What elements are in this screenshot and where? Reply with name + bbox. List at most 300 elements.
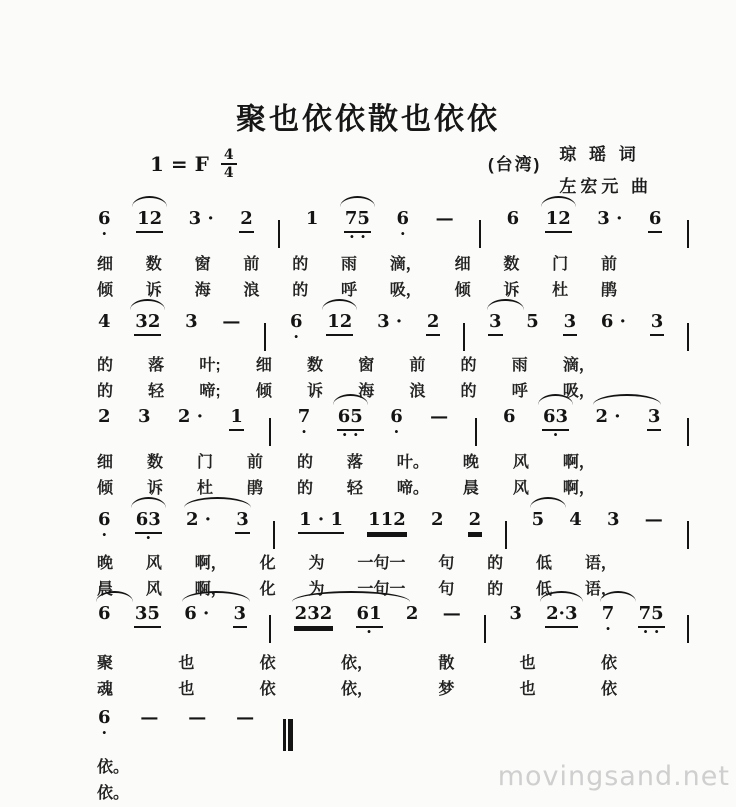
note-digits: 112 bbox=[367, 509, 407, 534]
note-token bbox=[506, 208, 521, 230]
slur-arc bbox=[593, 394, 661, 405]
slur-arc bbox=[487, 299, 523, 310]
lyrics-row-1 bbox=[97, 551, 617, 577]
note-token bbox=[97, 603, 112, 625]
note-token bbox=[344, 208, 371, 246]
lyric-syllable: 风 bbox=[145, 555, 162, 572]
lyric-syllable: 雨 bbox=[511, 357, 528, 374]
lyric-syllable: 依。 bbox=[97, 759, 130, 776]
note-digits: — bbox=[236, 707, 255, 728]
note-digits: 12 bbox=[545, 208, 572, 233]
note-token bbox=[468, 509, 483, 534]
note-digits: 2 bbox=[98, 406, 111, 427]
note-digits: 6 bbox=[506, 208, 520, 229]
slur-arc bbox=[600, 591, 636, 602]
lyric-syllable: 细 bbox=[454, 256, 471, 273]
lyric-syllable: 依。 bbox=[97, 785, 130, 802]
note-token bbox=[137, 406, 152, 428]
octave-dot-below: · bbox=[552, 425, 559, 444]
key-tonic: 1 = F bbox=[150, 152, 209, 176]
slur-arc bbox=[130, 299, 165, 310]
lyric-syllable: 化 bbox=[259, 581, 276, 598]
note-digits: 2 · bbox=[185, 509, 212, 530]
octave-dot-below: · bbox=[293, 327, 299, 346]
note-digits: 7 bbox=[297, 406, 311, 427]
lyric-syllable: 窗 bbox=[194, 256, 211, 273]
lyric-syllable: 的 bbox=[296, 480, 313, 497]
note-token bbox=[97, 406, 112, 428]
note-digits: — bbox=[430, 406, 449, 427]
lyric-syllable: 数 bbox=[146, 454, 163, 471]
lyric-syllable: 呼 bbox=[511, 383, 528, 400]
note-digits: 2 · bbox=[595, 406, 621, 427]
note-digits: 6 bbox=[289, 311, 303, 332]
note-token bbox=[405, 603, 420, 625]
note-digits: — bbox=[644, 509, 663, 530]
note-token bbox=[97, 509, 112, 544]
slur-arc bbox=[530, 497, 566, 508]
lyric-syllable: 落 bbox=[148, 357, 165, 374]
octave-dot-below: · bbox=[101, 525, 108, 544]
lyric-syllable: 杜 bbox=[552, 282, 569, 299]
lyric-syllable: 也 bbox=[178, 655, 195, 672]
lyric-syllable: 晨 bbox=[97, 581, 114, 598]
note-token bbox=[337, 406, 364, 444]
dash-note bbox=[644, 509, 664, 531]
lyric-syllable: 鹃 bbox=[600, 282, 617, 299]
lyrics-row-2 bbox=[97, 781, 137, 807]
lyric-syllable: 海 bbox=[194, 282, 211, 299]
barline bbox=[479, 220, 481, 248]
lyric-syllable: 轻 bbox=[346, 480, 363, 497]
lyric-syllable: 晚 bbox=[462, 454, 479, 471]
note-token bbox=[229, 406, 244, 431]
note-digits: 2 bbox=[426, 311, 441, 336]
note-token bbox=[563, 311, 578, 336]
note-digits: 3 · bbox=[377, 311, 403, 332]
lyric-syllable: 鹃 bbox=[246, 480, 263, 497]
lyric-syllable: 晨 bbox=[462, 480, 479, 497]
lyrics-row-1 bbox=[97, 252, 617, 278]
lyric-syllable: 落 bbox=[346, 454, 363, 471]
note-digits: 6 bbox=[396, 208, 410, 229]
credit-lines bbox=[559, 140, 652, 197]
note-digits: 4 bbox=[569, 509, 582, 530]
lyric-syllable: 梦 bbox=[438, 681, 455, 698]
note-token bbox=[297, 406, 312, 441]
lyric-syllable: 滴， bbox=[389, 256, 422, 273]
lyric-syllable: 也 bbox=[519, 681, 536, 698]
music-system-1 bbox=[97, 196, 689, 304]
note-token bbox=[97, 311, 112, 333]
note-digits: 3 bbox=[488, 311, 503, 336]
lyric-syllable: 啼; bbox=[199, 383, 221, 400]
lyric-syllable: 细 bbox=[97, 454, 114, 471]
lyric-syllable: 依， bbox=[340, 681, 373, 698]
time-signature-denominator: 4 bbox=[223, 165, 234, 181]
note-token bbox=[298, 509, 344, 534]
note-digits: 3 bbox=[563, 311, 578, 336]
lyric-syllable: 倾 bbox=[454, 282, 471, 299]
lyric-syllable: 魂 bbox=[97, 681, 114, 698]
lyric-syllable: 吸， bbox=[389, 282, 422, 299]
dash-note bbox=[442, 603, 462, 625]
note-token bbox=[235, 509, 250, 534]
lyric-syllable: 数 bbox=[503, 256, 520, 273]
note-digits: 5 bbox=[531, 509, 545, 530]
note-digits: 6 · bbox=[600, 311, 626, 332]
lyric-syllable: 门 bbox=[552, 256, 569, 273]
lyric-syllable: 依 bbox=[259, 655, 276, 672]
lyric-syllable: 的 bbox=[292, 256, 309, 273]
lyric-syllable: 呼 bbox=[340, 282, 357, 299]
lyric-syllable: 叶。 bbox=[396, 454, 429, 471]
composer-credit: 左宏元 曲 bbox=[559, 177, 653, 196]
lyric-syllable: 的 bbox=[487, 581, 504, 598]
barline bbox=[278, 220, 280, 248]
key-signature bbox=[150, 148, 237, 180]
note-token bbox=[650, 311, 665, 336]
octave-dot-below: · · bbox=[642, 622, 660, 641]
dash-note bbox=[429, 406, 449, 428]
lyric-syllable: 浪 bbox=[243, 282, 260, 299]
note-digits: — bbox=[140, 707, 159, 728]
music-system-4 bbox=[97, 497, 689, 603]
note-token bbox=[508, 603, 523, 625]
lyric-syllable: 句 bbox=[438, 555, 455, 572]
slur-arc bbox=[538, 394, 573, 405]
watermark: movingsand.net bbox=[497, 761, 730, 792]
note-digits: 32 bbox=[134, 311, 161, 336]
note-token bbox=[185, 509, 212, 531]
lyric-syllable: 啊， bbox=[562, 454, 595, 471]
music-system-5 bbox=[97, 591, 689, 703]
lyric-syllable: 风 bbox=[512, 480, 529, 497]
lyric-syllable: 一句一 bbox=[357, 581, 406, 598]
note-token bbox=[233, 603, 248, 628]
lyric-syllable: 的 bbox=[97, 383, 114, 400]
slur-arc bbox=[540, 591, 583, 602]
octave-dot-below: · bbox=[366, 622, 372, 641]
lyric-syllable: 依 bbox=[600, 681, 617, 698]
lyric-syllable: 细 bbox=[97, 256, 114, 273]
lyric-syllable: 也 bbox=[519, 655, 536, 672]
lyric-syllable: 窗 bbox=[358, 357, 375, 374]
barline bbox=[505, 521, 507, 549]
notes-row bbox=[97, 299, 689, 351]
slur-arc bbox=[322, 299, 357, 310]
note-digits: 3 · bbox=[188, 208, 214, 229]
barline bbox=[269, 418, 271, 446]
lyric-syllable: 前 bbox=[246, 454, 263, 471]
notes-row bbox=[97, 591, 689, 643]
notes-row bbox=[97, 196, 689, 248]
lyric-syllable: 的 bbox=[97, 357, 114, 374]
lyric-syllable: 语， bbox=[584, 581, 617, 598]
region-label: (台湾) bbox=[488, 155, 542, 174]
lyric-syllable: 倾 bbox=[255, 383, 272, 400]
note-token bbox=[606, 509, 621, 531]
song-title: 聚也依依散也依依 bbox=[236, 102, 500, 137]
lyric-syllable: 聚 bbox=[97, 655, 114, 672]
lyric-syllable: 依 bbox=[259, 681, 276, 698]
octave-dot-below: · bbox=[399, 224, 406, 243]
slur-arc bbox=[333, 394, 368, 405]
lyric-syllable: 诉 bbox=[146, 480, 163, 497]
note-digits: 65 bbox=[337, 406, 364, 431]
lyrics-row-1 bbox=[97, 755, 137, 781]
lyric-syllable: 化 bbox=[259, 555, 276, 572]
note-token bbox=[289, 311, 304, 346]
credits-block bbox=[488, 140, 652, 197]
slur-arc bbox=[131, 497, 166, 508]
barline bbox=[269, 615, 271, 643]
lyric-syllable: 的 bbox=[292, 282, 309, 299]
slur-arc bbox=[340, 196, 375, 207]
barline bbox=[687, 521, 689, 549]
note-token bbox=[426, 311, 441, 336]
note-digits: 3 bbox=[607, 509, 620, 530]
slur-arc bbox=[541, 196, 576, 207]
note-token bbox=[396, 208, 411, 243]
note-digits: 12 bbox=[136, 208, 163, 233]
lyric-syllable: 散 bbox=[438, 655, 455, 672]
note-digits: 3 bbox=[137, 406, 151, 427]
lyric-syllable: 门 bbox=[196, 454, 213, 471]
music-system-2 bbox=[97, 299, 689, 405]
octave-dot-below: · bbox=[101, 723, 108, 742]
note-digits: 5 bbox=[526, 311, 539, 332]
note-digits: 75 bbox=[638, 603, 665, 628]
note-digits: 2 bbox=[468, 509, 483, 534]
lyric-syllable: 为 bbox=[308, 581, 325, 598]
barline bbox=[463, 323, 465, 351]
lyric-syllable: 低 bbox=[536, 581, 553, 598]
lyric-syllable: 的 bbox=[460, 357, 477, 374]
lyric-syllable: 海 bbox=[358, 383, 375, 400]
lyrics-row-1 bbox=[97, 450, 595, 476]
barline bbox=[264, 323, 266, 351]
note-digits: 2 · bbox=[177, 406, 203, 427]
note-digits: 3 bbox=[185, 311, 198, 332]
note-digits: 6 bbox=[390, 406, 403, 427]
lyricist-credit: 琼 瑶 词 bbox=[559, 145, 640, 164]
barline bbox=[687, 220, 689, 248]
barline bbox=[687, 323, 689, 351]
note-digits: 35 bbox=[134, 603, 161, 628]
note-token bbox=[184, 311, 199, 333]
final-barline bbox=[283, 719, 293, 751]
note-token bbox=[502, 406, 517, 428]
lyric-syllable: 啊， bbox=[562, 480, 595, 497]
dash-note bbox=[139, 707, 159, 729]
notes-row bbox=[97, 394, 689, 446]
note-token bbox=[356, 603, 383, 641]
lyric-syllable: 晚 bbox=[97, 555, 114, 572]
note-token bbox=[188, 208, 215, 230]
note-digits: — bbox=[188, 707, 207, 728]
note-token bbox=[97, 208, 112, 243]
lyrics-row-1 bbox=[97, 651, 617, 677]
lyric-syllable: 的 bbox=[487, 555, 504, 572]
lyric-syllable: 啼。 bbox=[396, 480, 429, 497]
note-digits: 12 bbox=[326, 311, 353, 336]
lyric-syllable: 也 bbox=[178, 681, 195, 698]
note-digits: 6 bbox=[98, 509, 111, 530]
note-digits: 63 bbox=[135, 509, 162, 534]
note-digits: 7 bbox=[601, 603, 615, 624]
note-digits: 2·3 bbox=[545, 603, 578, 628]
note-digits: 3 bbox=[233, 603, 248, 628]
note-token bbox=[135, 509, 162, 547]
lyric-syllable: 的 bbox=[296, 454, 313, 471]
lyric-syllable: 细 bbox=[255, 357, 272, 374]
octave-dot-below: · bbox=[145, 528, 152, 547]
lyric-syllable: 啊， bbox=[194, 581, 227, 598]
note-digits: 2 bbox=[239, 208, 254, 233]
note-token bbox=[177, 406, 204, 428]
barline bbox=[687, 418, 689, 446]
note-digits: 63 bbox=[542, 406, 569, 431]
lyric-syllable: 数 bbox=[145, 256, 162, 273]
lyric-syllable: 风 bbox=[512, 454, 529, 471]
lyric-syllable: 诉 bbox=[307, 383, 324, 400]
note-token bbox=[545, 603, 578, 628]
lyric-syllable: 依 bbox=[600, 655, 617, 672]
note-digits: 3 bbox=[647, 406, 662, 431]
slur-arc bbox=[182, 591, 250, 602]
barline bbox=[273, 521, 275, 549]
note-token bbox=[430, 509, 445, 531]
note-digits: — bbox=[442, 603, 461, 624]
slur-arc bbox=[96, 591, 132, 602]
octave-dot-below: · bbox=[101, 224, 108, 243]
barline bbox=[687, 615, 689, 643]
music-system-3 bbox=[97, 394, 689, 502]
note-digits: 6 bbox=[98, 208, 111, 229]
note-token bbox=[239, 208, 254, 233]
note-digits: 3 bbox=[650, 311, 665, 336]
note-token bbox=[568, 509, 583, 531]
note-token bbox=[134, 311, 161, 336]
note-token bbox=[638, 603, 665, 641]
lyric-syllable: 句 bbox=[438, 581, 455, 598]
lyric-syllable: 一句一 bbox=[357, 555, 406, 572]
lyric-syllable: 啊， bbox=[194, 555, 227, 572]
barline bbox=[475, 418, 477, 446]
note-token bbox=[488, 311, 503, 336]
octave-dot-below: · bbox=[301, 422, 307, 441]
lyric-syllable: 为 bbox=[308, 555, 325, 572]
lyric-syllable: 语， bbox=[584, 555, 617, 572]
note-token bbox=[596, 208, 623, 230]
note-token bbox=[542, 406, 569, 444]
note-token bbox=[305, 208, 320, 230]
slur-arc bbox=[184, 497, 252, 508]
lyric-syllable: 吸， bbox=[562, 383, 595, 400]
lyric-syllable: 诉 bbox=[145, 282, 162, 299]
note-digits: 2 bbox=[405, 603, 419, 624]
note-token bbox=[531, 509, 546, 531]
lyrics-row-1 bbox=[97, 353, 595, 379]
lyric-syllable: 前 bbox=[600, 256, 617, 273]
lyric-syllable: 浪 bbox=[409, 383, 426, 400]
octave-dot-below: · bbox=[605, 619, 611, 638]
note-digits: 2 bbox=[430, 509, 444, 530]
time-signature-numerator: 4 bbox=[221, 148, 237, 165]
note-token bbox=[525, 311, 540, 333]
note-digits: 3 · bbox=[597, 208, 623, 229]
note-digits: 6 bbox=[98, 707, 111, 728]
music-system-6 bbox=[97, 695, 293, 807]
note-digits: 6 bbox=[503, 406, 516, 427]
note-digits: 4 bbox=[98, 311, 111, 332]
lyric-syllable: 杜 bbox=[196, 480, 213, 497]
dash-note bbox=[221, 311, 241, 333]
note-token bbox=[367, 509, 407, 534]
note-token bbox=[648, 208, 663, 233]
lyric-syllable: 风 bbox=[145, 581, 162, 598]
note-token bbox=[326, 311, 353, 336]
lyric-syllable: 低 bbox=[536, 555, 553, 572]
note-digits: 232 bbox=[294, 603, 334, 628]
lyric-syllable: 数 bbox=[307, 357, 324, 374]
lyric-syllable: 叶; bbox=[199, 357, 221, 374]
time-signature bbox=[221, 148, 237, 180]
note-token bbox=[545, 208, 572, 233]
slur-arc bbox=[132, 196, 167, 207]
lyric-syllable: 雨 bbox=[340, 256, 357, 273]
note-token bbox=[136, 208, 163, 233]
barline bbox=[484, 615, 486, 643]
note-digits: 61 bbox=[356, 603, 383, 628]
note-token bbox=[594, 406, 621, 428]
note-token bbox=[97, 707, 112, 742]
note-digits: 3 bbox=[509, 603, 522, 624]
note-token bbox=[389, 406, 404, 441]
lyric-syllable: 倾 bbox=[97, 480, 114, 497]
lyric-syllable: 轻 bbox=[148, 383, 165, 400]
note-token bbox=[647, 406, 662, 431]
note-token bbox=[376, 311, 403, 333]
note-digits: 3 bbox=[235, 509, 250, 534]
note-digits: — bbox=[222, 311, 241, 332]
note-digits: 6 bbox=[648, 208, 663, 233]
lyric-syllable: 倾 bbox=[97, 282, 114, 299]
note-digits: 75 bbox=[344, 208, 371, 233]
note-digits: 1 · 1 bbox=[298, 509, 344, 534]
note-digits: 6 bbox=[98, 603, 111, 624]
notes-row bbox=[97, 497, 689, 549]
lyric-syllable: 前 bbox=[409, 357, 426, 374]
note-digits: — bbox=[435, 208, 454, 229]
octave-dot-below: · · bbox=[349, 227, 366, 246]
lyric-syllable: 滴， bbox=[562, 357, 595, 374]
lyric-syllable: 的 bbox=[460, 383, 477, 400]
note-digits: 1 bbox=[229, 406, 244, 431]
note-token bbox=[600, 311, 627, 333]
note-token bbox=[294, 603, 334, 628]
note-digits: 1 bbox=[305, 208, 319, 229]
octave-dot-below: · · bbox=[341, 425, 359, 444]
lyric-syllable: 前 bbox=[243, 256, 260, 273]
lyric-syllable: 诉 bbox=[503, 282, 520, 299]
octave-dot-below: · bbox=[393, 422, 400, 441]
slur-arc bbox=[292, 591, 411, 602]
note-token bbox=[183, 603, 210, 625]
note-digits: 6 · bbox=[184, 603, 210, 624]
notes-row bbox=[97, 695, 293, 747]
